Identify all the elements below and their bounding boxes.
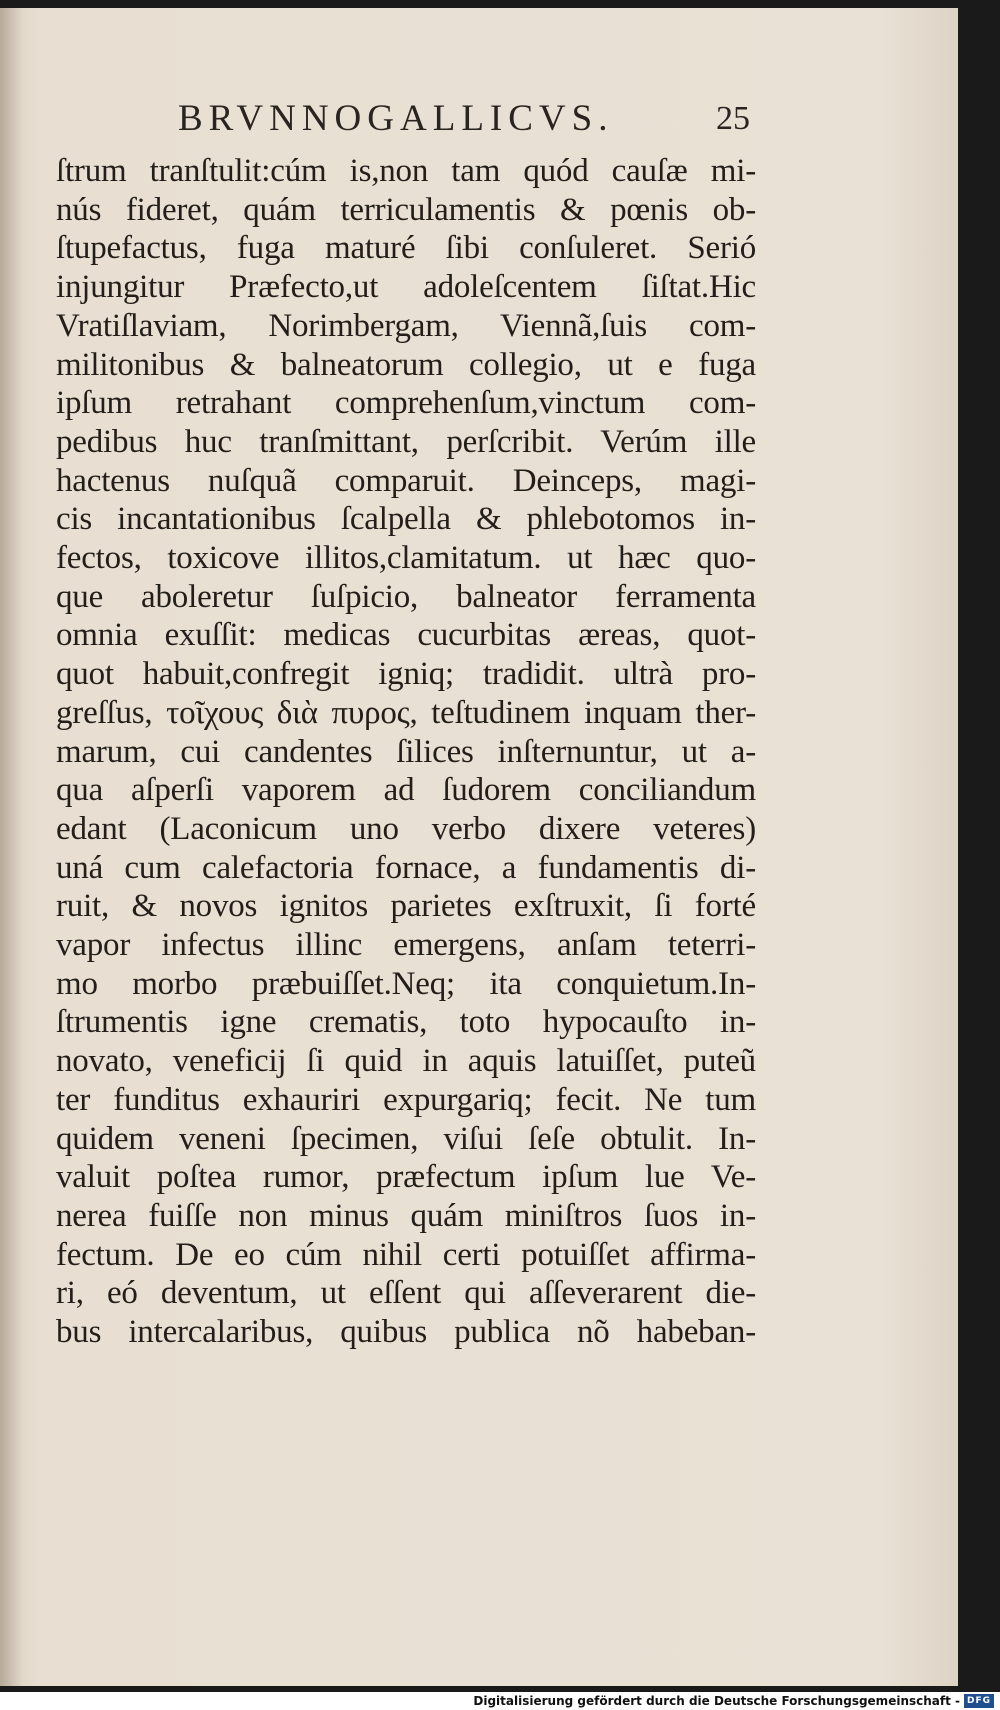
- text-line: novato, veneficij ſi quid in aquis latuiſſet, puteũ: [56, 1043, 756, 1080]
- text-line: marum, cui candentes ſilices inſternuntur, ut a-: [56, 733, 756, 770]
- text-line: ri, eó deventum, ut eſſent qui aſſeverarent die-: [56, 1275, 756, 1312]
- text-line: nús fideret, quám terriculamentis & pœnis ob-: [56, 191, 756, 228]
- text-line: bus intercalaribus, quibus publica nõ habeban-: [56, 1314, 756, 1351]
- text-line: edant (Laconicum uno verbo dixere veteres): [56, 810, 756, 847]
- footer-bar: [0, 1692, 1000, 1710]
- text-line: ſtupefactus, fuga maturé ſibi conſuleret. Serió: [56, 230, 756, 267]
- text-line: vapor infectus illinc emergens, anſam teterri-: [56, 927, 756, 964]
- text-line: qua aſperſi vaporem ad ſudorem conciliandum: [56, 772, 756, 809]
- text-line: quot habuit,confregit igniq; tradidit. ultrà pro-: [56, 656, 756, 693]
- text-line: ſtrum tranſtulit:cúm is,non tam quód cauſæ mi-: [56, 153, 756, 189]
- text-line: ſtrumentis igne crematis, toto hypocauſto in-: [56, 1004, 756, 1041]
- text-line: pedibus huc tranſmittant, perſcribit. Verúm ille: [56, 423, 756, 460]
- text-line: fectos, toxicove illitos,clamitatum. ut hæc quo-: [56, 540, 756, 577]
- funding-credit: Digitalisierung gefördert durch die Deutsche Forschungsgemeinschaft -: [473, 1694, 960, 1708]
- text-line: greſſus, τοῖχους διὰ πυρος, teſtudinem inquam ther-: [56, 694, 756, 731]
- dfg-logo: DFG: [964, 1694, 994, 1708]
- page-number: 25: [716, 100, 750, 137]
- text-line: ruit, & novos ignitos parietes exſtruxit, ſi forté: [56, 888, 756, 925]
- page-header: [60, 94, 750, 144]
- text-line: militonibus & balneatorum collegio, ut e fuga: [56, 346, 756, 383]
- text-line: Vratiſlaviam, Norimbergam, Viennã,ſuis com-: [56, 307, 756, 344]
- text-line: valuit poſtea rumor, præfectum ipſum lue Ve-: [56, 1159, 756, 1196]
- text-line: injungitur Præfecto,ut adoleſcentem ſiſtat.Hic: [56, 269, 756, 306]
- text-line: ter funditus exhauriri expurgariq; fecit. Ne tum: [56, 1081, 756, 1118]
- running-head: BRVNNOGALLICVS.: [178, 98, 614, 139]
- text-line: nerea fuiſſe non minus quám miniſtros ſuos in-: [56, 1197, 756, 1234]
- text-line: mo morbo præbuiſſet.Neq; ita conquietum.In-: [56, 965, 756, 1002]
- text-line: cis incantationibus ſcalpella & phlebotomos in-: [56, 501, 756, 538]
- text-line: fectum. De eo cúm nihil certi potuiſſet affirma-: [56, 1236, 756, 1273]
- text-line: ipſum retrahant comprehenſum,vinctum com-: [56, 385, 756, 422]
- text-line: hactenus nuſquã comparuit. Deinceps, magi-: [56, 462, 756, 499]
- text-line: omnia exuſſit: medicas cucurbitas æreas, quot-: [56, 617, 756, 654]
- body-text: [56, 152, 756, 1352]
- spine-shadow: [0, 8, 22, 1686]
- text-line: uná cum calefactoria fornace, a fundamentis di-: [56, 849, 756, 886]
- text-line: que aboleretur ſuſpicio, balneator ferramenta: [56, 578, 756, 615]
- book-page: [0, 8, 958, 1686]
- text-line: quidem veneni ſpecimen, viſui ſeſe obtulit. In-: [56, 1120, 756, 1157]
